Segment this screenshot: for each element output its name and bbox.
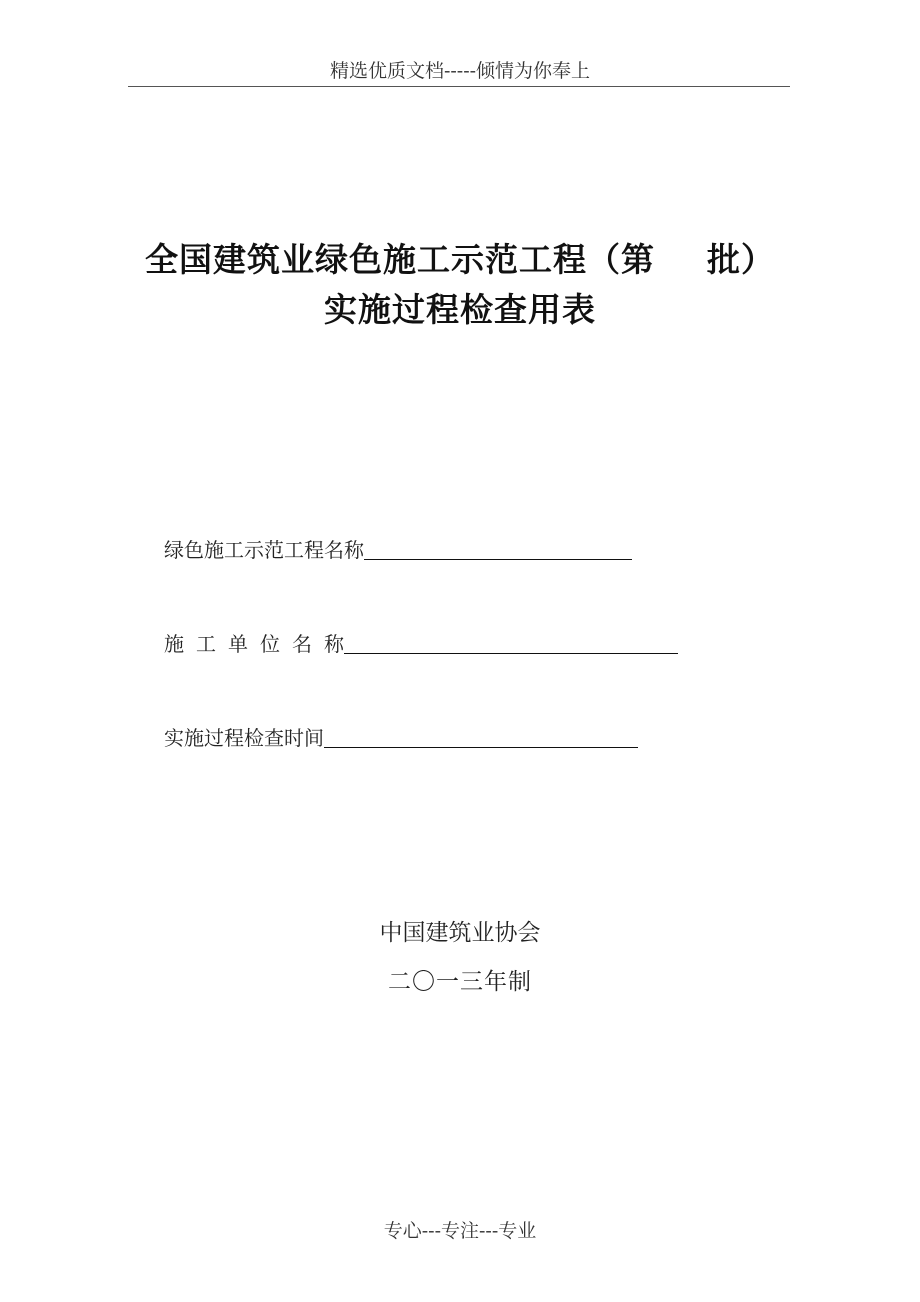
field-project-name [164,530,632,562]
field-contractor-name-label: 施工单位名称 [164,632,356,656]
field-inspection-time-blank[interactable] [324,725,638,748]
title-line-1-right: 批） [707,240,775,279]
organization-name: 中国建筑业协会 [379,920,541,946]
field-inspection-time [164,718,638,750]
field-project-name-label: 绿色施工示范工程名称 [164,538,364,562]
page-header: 精选优质文档-----倾情为你奉上 [329,60,591,82]
document-title-line-1 [0,234,920,281]
field-project-name-blank[interactable] [364,537,632,560]
page-footer: 专心---专注---专业 [383,1220,537,1242]
header-rule [128,86,790,87]
field-inspection-time-label: 实施过程检查时间 [164,726,324,750]
organization-year: 二〇一三年制 [388,969,532,995]
field-contractor-name-blank[interactable] [344,631,678,654]
title-line-1-left: 全国建筑业绿色施工示范工程（第 [145,240,655,279]
document-title-line-2: 实施过程检查用表 [324,290,596,329]
field-contractor-name [164,624,678,656]
